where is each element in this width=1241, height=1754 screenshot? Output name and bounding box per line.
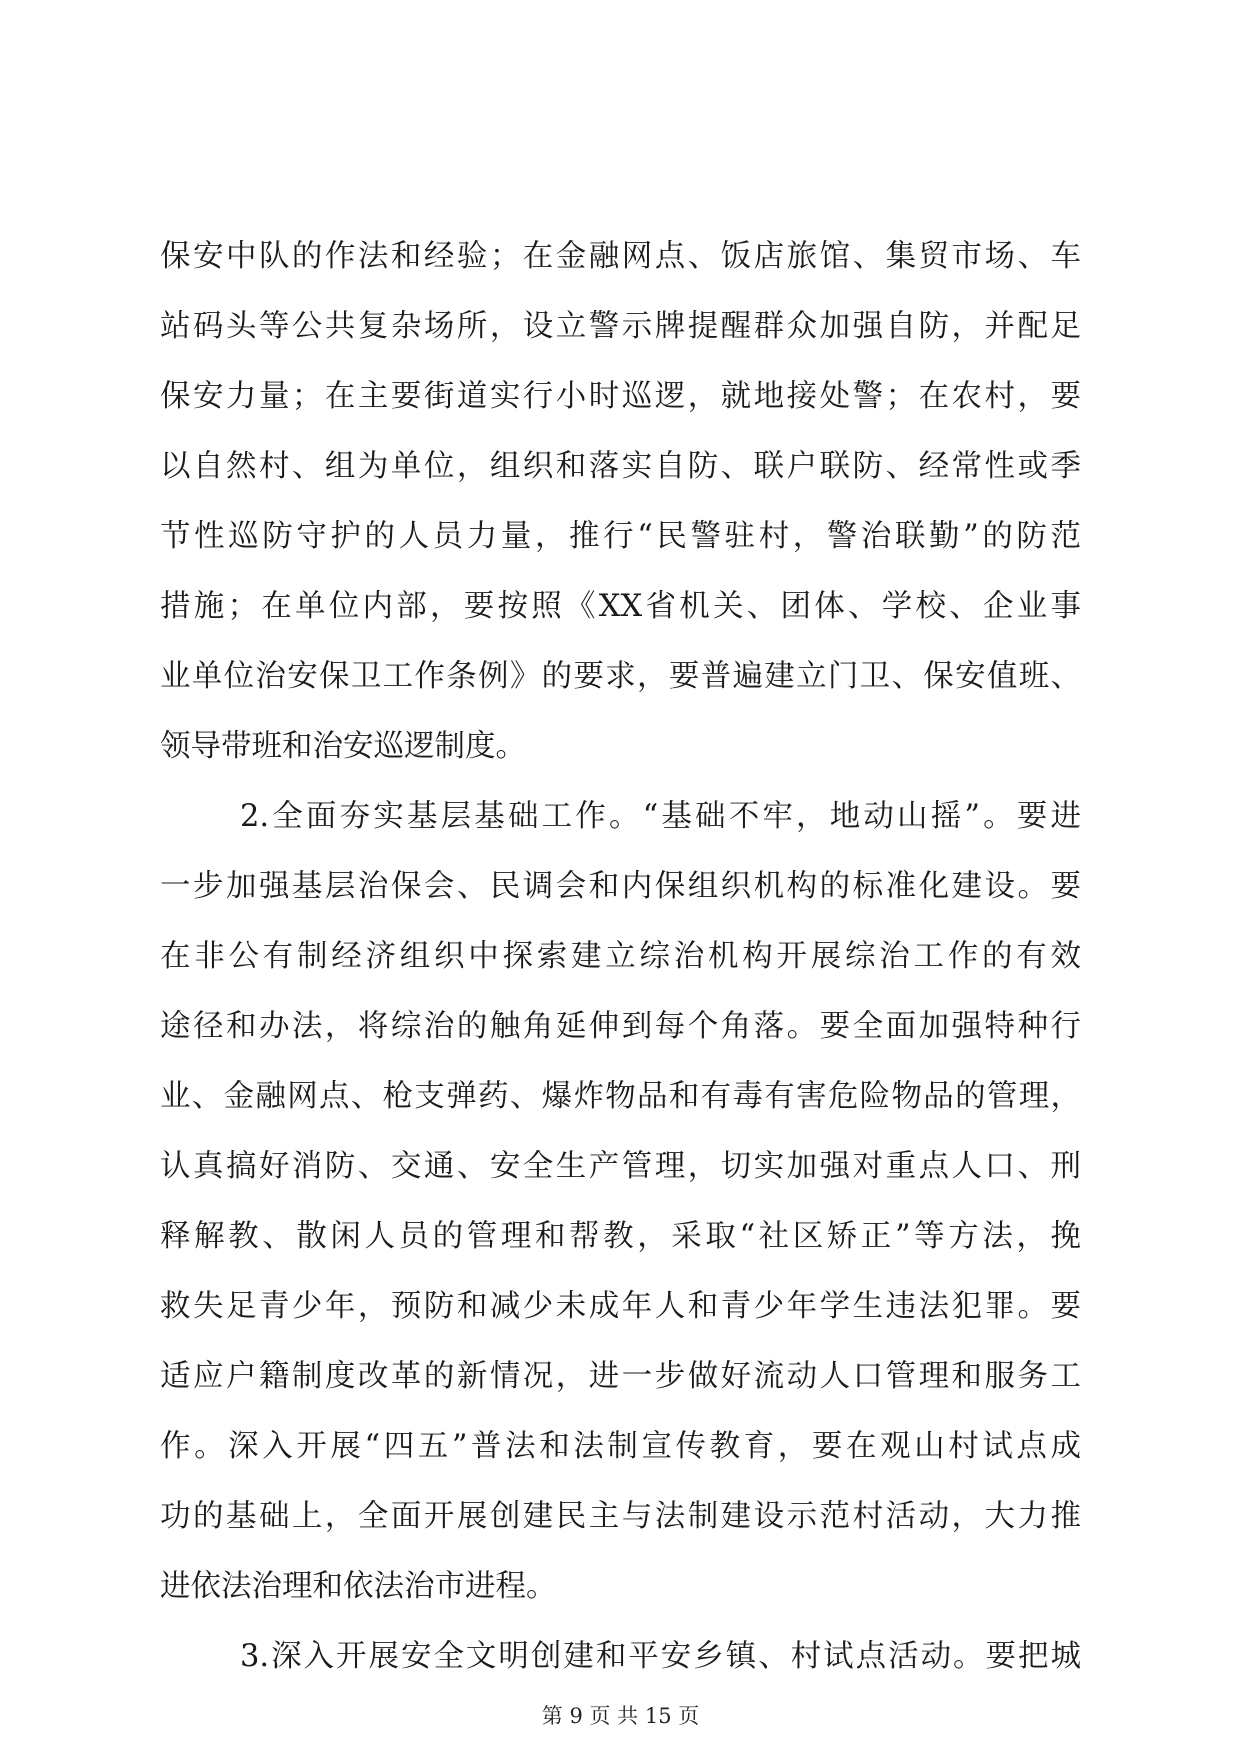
text-line: 以自然村、组为单位，组织和落实自防、联户联防、经常性或季 — [160, 449, 1081, 484]
text-line: 释解教、散闲人员的管理和帮教，采取“社区矫正”等方法，挽 — [160, 1219, 1081, 1254]
text-line: 在非公有制经济组织中探索建立综治机构开展综治工作的有效 — [160, 939, 1081, 974]
text-line: 认真搞好消防、交通、安全生产管理，切实加强对重点人口、刑 — [160, 1149, 1081, 1184]
text-line: 站码头等公共复杂场所，设立警示牌提醒群众加强自防，并配足 — [160, 309, 1081, 344]
text-line: 适应户籍制度改革的新情况，进一步做好流动人口管理和服务工 — [160, 1359, 1081, 1394]
text-line: 保安力量；在主要街道实行小时巡逻，就地接处警；在农村，要 — [160, 379, 1081, 414]
text-line: 节性巡防守护的人员力量，推行“民警驻村，警治联勤”的防范 — [160, 519, 1081, 554]
page-number-footer: 第 9 页 共 15 页 — [541, 1704, 700, 1728]
text-line: 业、金融网点、枪支弹药、爆炸物品和有毒有害危险物品的管理， — [160, 1079, 1081, 1114]
paragraph-start-line: 2.全面夯实基层基础工作。“基础不牢，地动山摇”。要进 — [240, 799, 1081, 834]
text-line: 业单位治安保卫工作条例》的要求，要普遍建立门卫、保安值班、 — [160, 659, 1081, 694]
text-line: 一步加强基层治保会、民调会和内保组织机构的标准化建设。要 — [160, 869, 1081, 904]
text-line: 救失足青少年，预防和减少未成年人和青少年学生违法犯罪。要 — [160, 1289, 1081, 1324]
text-line: 领导带班和治安巡逻制度。 — [160, 729, 526, 764]
text-line: 进依法治理和依法治市进程。 — [160, 1569, 557, 1604]
text-line: 途径和办法，将综治的触角延伸到每个角落。要全面加强特种行 — [160, 1009, 1081, 1044]
text-line: 作。深入开展“四五”普法和法制宣传教育，要在观山村试点成 — [160, 1429, 1081, 1464]
text-line: 功的基础上，全面开展创建民主与法制建设示范村活动，大力推 — [160, 1499, 1081, 1534]
text-line: 措施；在单位内部，要按照《XX省机关、团体、学校、企业事 — [160, 589, 1081, 624]
paragraph-start-line: 3.深入开展安全文明创建和平安乡镇、村试点活动。要把城 — [240, 1639, 1081, 1674]
text-line: 保安中队的作法和经验；在金融网点、饭店旅馆、集贸市场、车 — [160, 239, 1081, 274]
